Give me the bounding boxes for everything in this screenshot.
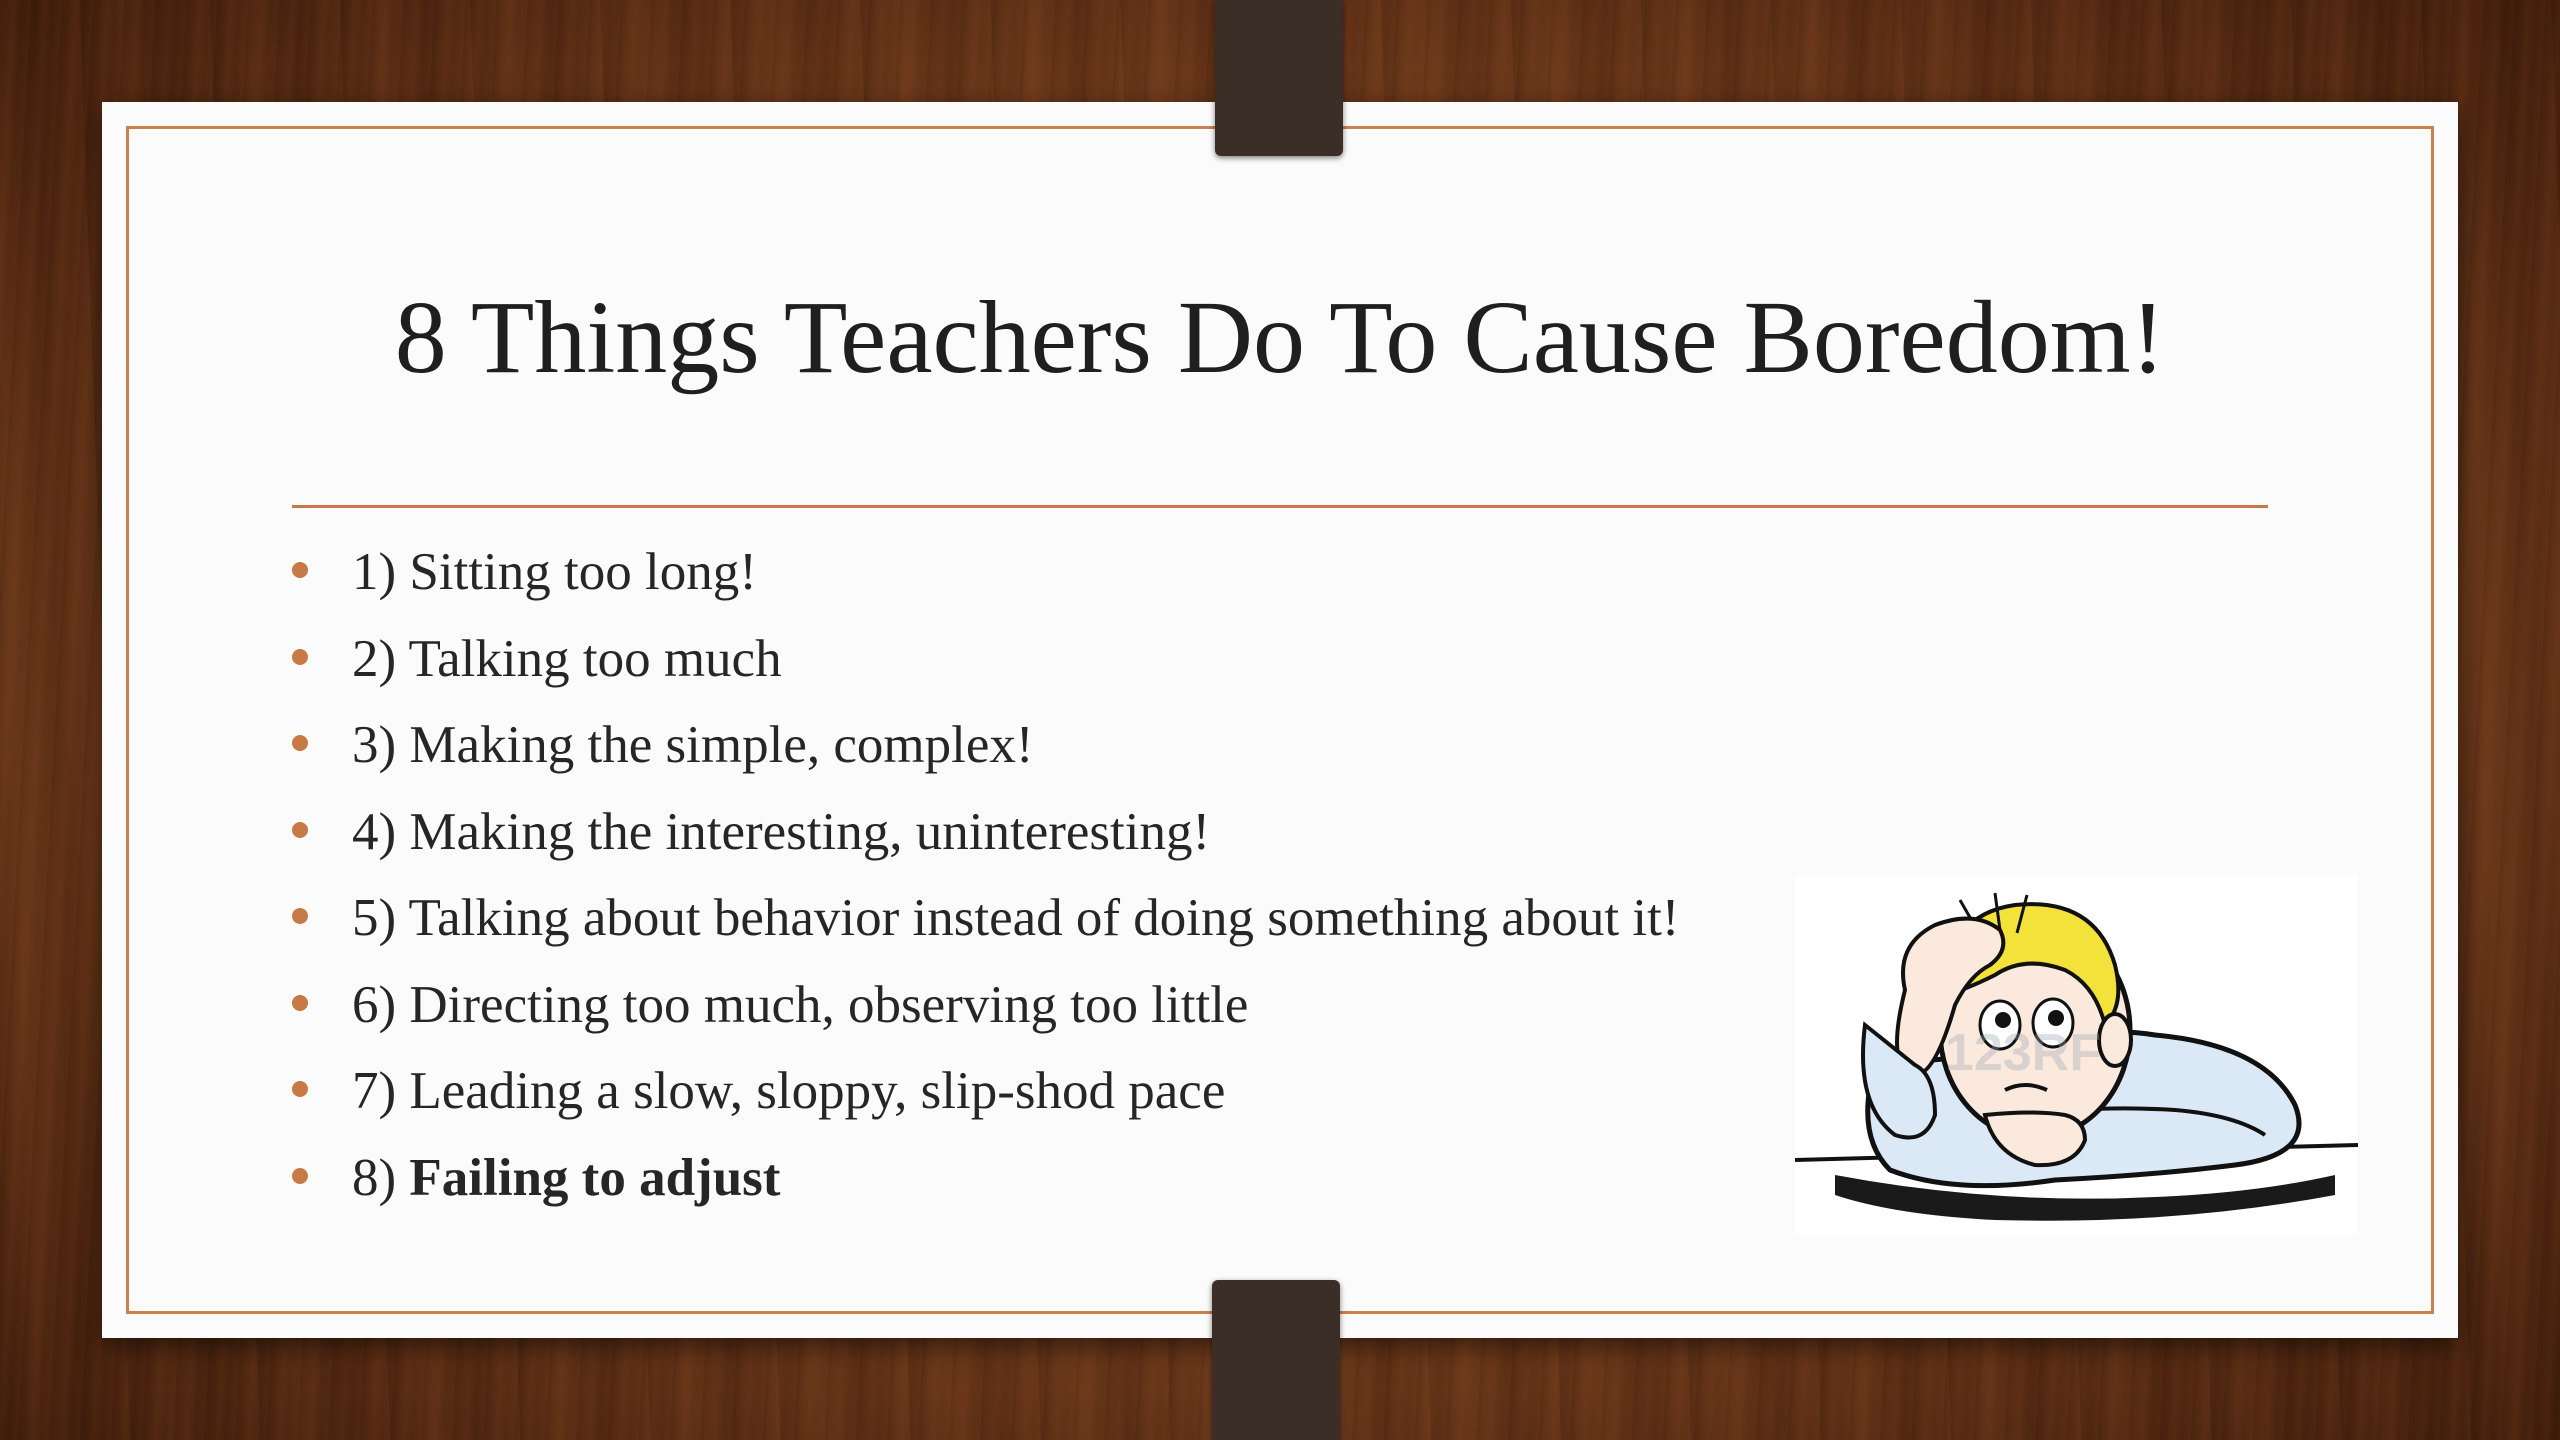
- item-text-bold: Failing to adjust: [409, 1148, 781, 1207]
- bottom-clip: [1212, 1280, 1340, 1440]
- slide-title: 8 Things Teachers Do To Cause Boredom!: [394, 280, 2166, 395]
- item-text: Leading a slow, sloppy, slip-shod pace: [409, 1062, 1226, 1120]
- bullet-icon: [292, 562, 308, 578]
- bullet-icon: [292, 735, 308, 751]
- item-number: 5): [352, 889, 397, 947]
- list-item: [292, 800, 1679, 887]
- bullet-icon: [292, 908, 308, 924]
- item-number: 3): [352, 716, 397, 774]
- item-number: 2): [352, 629, 397, 688]
- item-text: Talking too much: [408, 629, 782, 688]
- top-clip: [1215, 0, 1343, 156]
- bullet-list: [292, 540, 1679, 1232]
- item-number: 6): [352, 975, 397, 1034]
- list-item: [292, 973, 1679, 1060]
- list-item: [292, 1059, 1679, 1146]
- item-number: 4): [352, 802, 397, 861]
- list-item: [292, 886, 1679, 973]
- list-item: [292, 627, 1679, 714]
- list-item: [292, 713, 1679, 800]
- item-number: 1): [352, 543, 397, 601]
- bullet-icon: [292, 995, 308, 1011]
- bullet-icon: [292, 1081, 308, 1097]
- title-divider: [292, 505, 2268, 508]
- item-number: 7): [352, 1062, 397, 1120]
- list-item: [292, 1146, 1679, 1233]
- item-number: 8): [352, 1148, 397, 1207]
- bored-boy-cartoon-icon: [1795, 875, 2358, 1235]
- bullet-icon: [292, 1168, 308, 1184]
- item-text: Making the simple, complex!: [409, 716, 1034, 774]
- list-item: [292, 540, 1679, 627]
- item-text: Talking about behavior instead of doing something about it!: [408, 889, 1680, 947]
- item-text: Directing too much, observing too little: [409, 975, 1249, 1034]
- item-text: Sitting too long!: [409, 543, 757, 601]
- item-text: Making the interesting, uninteresting!: [409, 802, 1211, 861]
- svg-text:123RF: 123RF: [1945, 1024, 2102, 1082]
- bullet-icon: [292, 822, 308, 838]
- bullet-icon: [292, 649, 308, 665]
